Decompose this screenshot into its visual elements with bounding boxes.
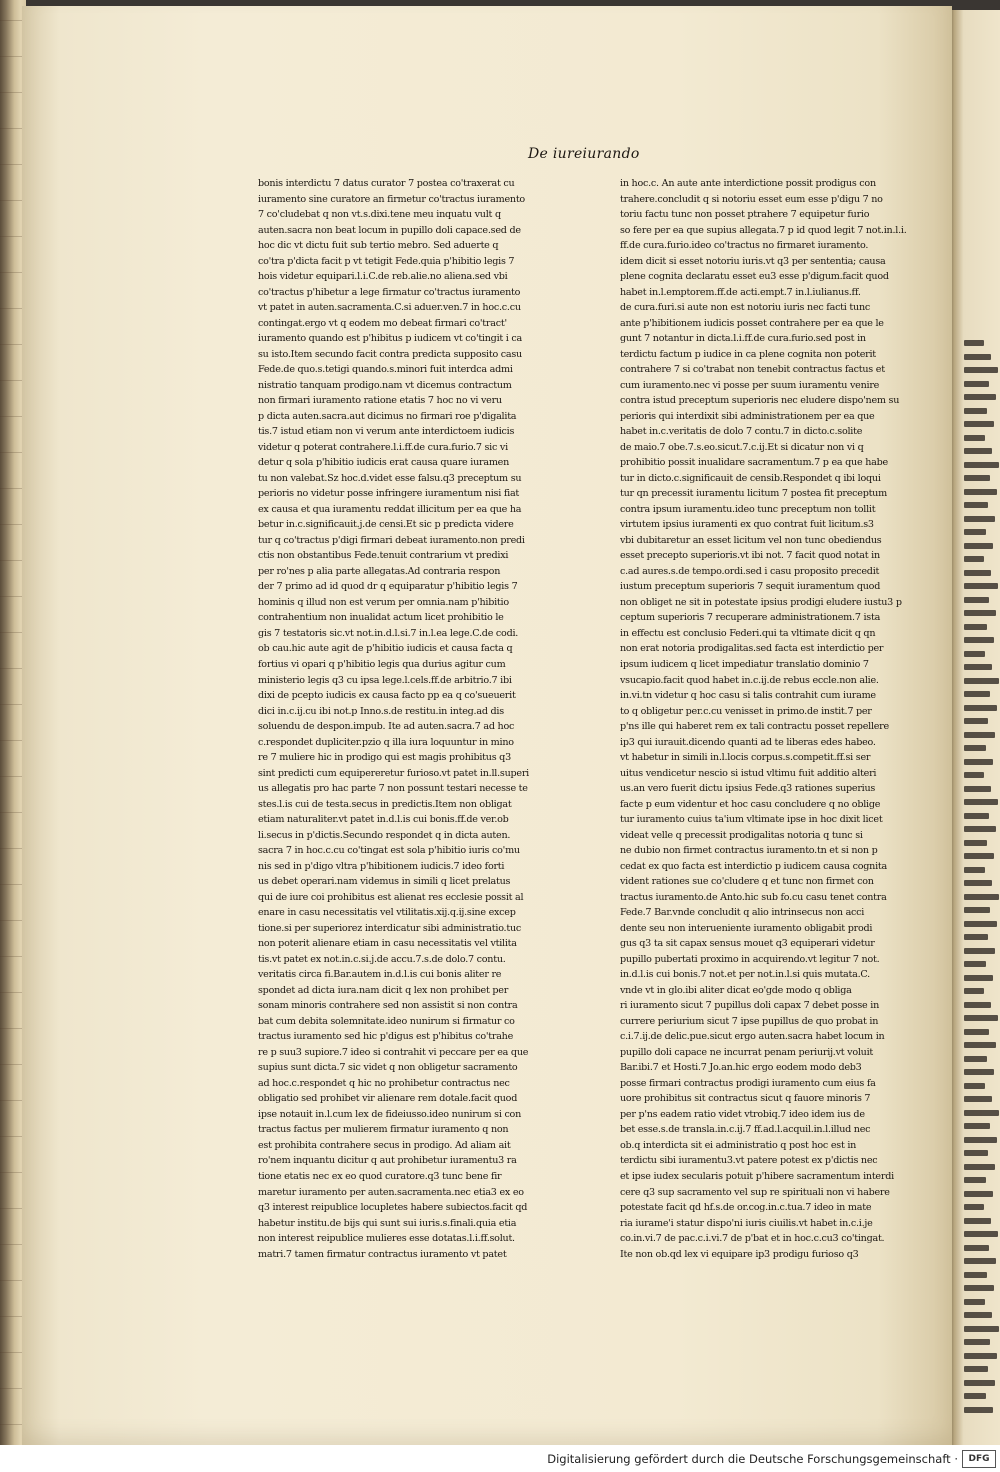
adjacent-page-text-fragment: [964, 1258, 996, 1264]
adjacent-page-text-fragment: [964, 1393, 986, 1399]
text-line: sacra 7 in hoc.c.cu co'tingat est sola p'hibitio iuris co'mu: [258, 845, 520, 857]
adjacent-page-text-fragment: [964, 1218, 991, 1224]
text-line: ne dubio non firmet contractus iuramento.tn et si non p: [620, 845, 878, 857]
adjacent-page-text-fragment: [964, 1042, 996, 1048]
adjacent-page-text-fragment: [964, 1285, 994, 1291]
adjacent-page-text-fragment: [964, 1177, 986, 1183]
text-line: iustum preceptum superioris 7 sequit iuramentum quod: [620, 581, 881, 593]
adjacent-page-text-fragment: [964, 813, 989, 819]
adjacent-page-text-fragment: [964, 853, 994, 859]
text-line: in.d.l.is cui bonis.7 not.et per not.in.l.si quis mutata.C.: [620, 969, 870, 981]
adjacent-page-text-fragment: [964, 1069, 994, 1075]
text-line: iuramento sine curatore an firmetur co'tractus iuramento: [258, 193, 525, 205]
text-line: in effectu est conclusio Federi.qui ta vltimate dicit q qn: [620, 627, 876, 639]
text-line: ipsum iudicem q licet impediatur translatio dominio 7: [620, 658, 869, 670]
adjacent-page-text-fragment: [964, 745, 986, 751]
adjacent-page-text-fragment: [964, 1150, 988, 1156]
adjacent-page-text-fragment: [964, 556, 984, 562]
adjacent-page-text-fragment: [964, 705, 997, 711]
adjacent-page-text-fragment: [964, 448, 992, 454]
adjacent-page-text-fragment: [964, 759, 993, 765]
adjacent-page-text-fragment: [964, 610, 996, 616]
adjacent-page-text-fragment: [964, 1339, 990, 1345]
text-line: trahere.concludit q si notoriu esset eum esse p'digu 7 no: [620, 193, 883, 205]
adjacent-page-text-fragment: [964, 1231, 998, 1237]
text-line: tione.si per superiorez interdicatur sibi administratio.tuc: [258, 922, 522, 934]
text-line: habet in.l.emptorem.ff.de acti.empt.7 in.l.iulianus.ff.: [620, 286, 861, 298]
text-line: non erat notoria prodigalitas.sed facta est interdictio per: [620, 643, 884, 655]
adjacent-page-text-fragment: [964, 1366, 988, 1372]
adjacent-page-text-fragment: [964, 1029, 989, 1035]
text-line: 7 co'cludebat q non vt.s.dixi.tene meu inquatu vult q: [258, 209, 501, 221]
adjacent-page-text-fragment: [964, 462, 999, 468]
text-line: facte p eum videntur et hoc casu concludere q no oblige: [620, 798, 881, 810]
text-line: potestate facit qd hf.s.de or.cog.in.c.tua.7 ideo in mate: [620, 1202, 872, 1214]
adjacent-page-text-fragment: [964, 948, 995, 954]
text-line: vt patet in auten.sacramenta.C.si aduer.ven.7 in hoc.c.cu: [258, 302, 521, 314]
text-line: li.secus in p'dictis.Secundo respondet q in dicta auten.: [258, 829, 511, 841]
text-line: so fere per ea que supius allegata.7 p id quod legit 7 not.in.l.i.: [620, 224, 907, 236]
text-line: tu non valebat.Sz hoc.d.videt esse falsu.q3 preceptum su: [258, 472, 522, 484]
adjacent-page-text-fragment: [964, 1326, 999, 1332]
text-line: us allegatis pro hac parte 7 non possunt testari necesse te: [258, 783, 528, 795]
text-line: posse firmari contractus prodigi iuramento cum eius fa: [620, 1077, 876, 1089]
text-line: plene cognita declaratu esset eu3 esse p'digum.facit quod: [620, 271, 889, 283]
text-line: iuramento quando est p'hibitus p iudicem vt co'tingit i ca: [258, 333, 523, 345]
adjacent-page-text-fragment: [964, 1353, 997, 1359]
adjacent-page-text-fragment: [964, 880, 992, 886]
adjacent-page-text-fragment: [964, 583, 998, 589]
text-line: vident rationes sue co'cludere q et tunc non firmet con: [620, 876, 874, 888]
text-line: hominis q illud non est verum per omnia.nam p'hibitio: [258, 596, 509, 608]
text-line: ob.q interdicta sit ei administratio q post hoc est in: [620, 1139, 857, 1151]
text-line: uore prohibitus sit contractus sicut q fauore minoris 7: [620, 1093, 871, 1105]
text-line: ff.de cura.furio.ideo co'tractus no firmaret iuramento.: [620, 240, 869, 252]
text-line: non firmari iuramento ratione etatis 7 hoc no vi veru: [258, 395, 502, 407]
text-line: currere periurium sicut 7 ipse pupillus de quo probat in: [620, 1015, 879, 1027]
text-line: etiam naturaliter.vt patet in.d.l.is cui bonis.ff.de ver.ob: [258, 814, 509, 826]
adjacent-page-text-fragment: [964, 1056, 987, 1062]
text-line: habetur institu.de bijs qui sunt sui iuris.s.finali.quia etia: [258, 1217, 517, 1229]
text-line: sonam minoris contrahere sed non assistit si non contra: [258, 1000, 518, 1012]
text-line: veritatis circa fi.Bar.autem in.d.l.is cui bonis aliter re: [258, 969, 502, 981]
adjacent-page-text-fragment: [964, 1123, 990, 1129]
adjacent-page-text-fragment: [964, 1299, 985, 1305]
text-line: matri.7 tamen firmatur contractus iuramento vt patet: [258, 1248, 507, 1260]
adjacent-page-text-fragment: [964, 1312, 992, 1318]
text-line: ip3 qui iurauit.dicendo quanti ad te liberas edes habeo.: [620, 736, 876, 748]
text-line: dixi de pcepto iudicis ex causa facto pp ea q co'sueuerit: [258, 690, 516, 702]
adjacent-page-text-fragment: [964, 1272, 987, 1278]
adjacent-page-text-fragment: [964, 894, 999, 900]
adjacent-page-text-fragment: [964, 381, 989, 387]
text-line: spondet ad dicta iura.nam dicit q lex non prohibet per: [258, 984, 509, 996]
text-line: to q obligetur per.c.cu venisset in primo.de instit.7 per: [620, 705, 872, 717]
text-line: tractus factus per mulierem firmatur iuramento q non: [258, 1124, 509, 1136]
text-line: c.respondet dupliciter.pzio q illa iura loquuntur in mino: [258, 736, 514, 748]
adjacent-page-text-fragment: [964, 840, 987, 846]
text-line: bet esse.s.de transla.in.c.ij.7 ff.ad.l.acquil.in.l.illud nec: [620, 1124, 871, 1136]
text-line: ctis non obstantibus Fede.tenuit contrarium vt predixi: [258, 550, 509, 562]
text-line: non obliget ne sit in potestate ipsius prodigi eludere iustu3 p: [620, 596, 902, 608]
adjacent-page-text-fragment: [964, 1002, 991, 1008]
adjacent-page-text-fragment: [964, 1015, 998, 1021]
digitization-credit: Digitalisierung gefördert durch die Deutsche Forschungsgemeinschaft ·: [547, 1452, 958, 1466]
text-line: soluendu de despon.impub. Ite ad auten.sacra.7 ad hoc: [258, 721, 515, 733]
adjacent-page-text-fragment: [964, 624, 987, 630]
text-line: esset precepto superioris.vt ibi not. 7 facit quod notat in: [620, 550, 880, 562]
text-line: videat velle q precessit prodigalitas notoria q tunc si: [620, 829, 863, 841]
text-line: de maio.7 obe.7.s.eo.sicut.7.c.ij.Et si dicatur non vi q: [620, 441, 864, 453]
text-line: tis.7 istud etiam non vi verum ante interdictoem iudicis: [258, 426, 515, 438]
adjacent-page-text-fragment: [964, 1245, 989, 1251]
text-line: ad hoc.c.respondet q hic no prohibetur contractus nec: [258, 1077, 510, 1089]
text-line: co.in.vi.7 de pac.c.i.vi.7 de p'bat et in hoc.c.cu3 co'tingat.: [620, 1233, 885, 1245]
text-line: per ro'nes p alia parte allegatas.Ad contraria respon: [258, 565, 501, 577]
text-line: tur in dicto.c.significauit de censib.Respondet q ibi loqui: [620, 472, 881, 484]
text-line: gus q3 ta sit capax sensus mouet q3 equiperari videtur: [620, 938, 875, 950]
adjacent-page-text-fragment: [964, 475, 990, 481]
adjacent-page-text-fragment: [964, 907, 990, 913]
adjacent-page-text-fragment: [964, 732, 995, 738]
text-line: betur in.c.significauit.j.de censi.Et sic p predicta videre: [258, 519, 514, 531]
adjacent-page-text-fragment: [964, 543, 993, 549]
adjacent-page-text-fragment: [964, 1137, 997, 1143]
text-line: in hoc.c. An aute ante interdictione possit prodigus con: [620, 178, 876, 189]
adjacent-page-text-fragment: [964, 786, 991, 792]
footer-bar: [0, 1445, 1000, 1472]
text-line: contingat.ergo vt q eodem mo debeat firmari co'tract': [258, 317, 507, 329]
adjacent-page-text-fragment: [964, 691, 990, 697]
text-line: co'tractus p'hibetur a lege firmatur co'tractus iuramento: [258, 286, 521, 298]
text-line: Bar.ibi.7 et Hosti.7 Jo.an.hic ergo eodem modo deb3: [620, 1062, 862, 1074]
text-line: bonis interdictu 7 datus curator 7 postea co'traxerat cu: [258, 178, 515, 189]
adjacent-page-text-fragment: [964, 664, 992, 670]
text-line: est prohibita contrahere secus in prodigo. Ad aliam ait: [258, 1139, 511, 1151]
text-line: tione etatis nec ex eo quod curatore.q3 tunc bene fir: [258, 1171, 502, 1182]
text-line: der 7 primo ad id quod dr q equiparatur p'hibitio legis 7: [258, 581, 518, 593]
text-line: contra ipsum iuramentu.ideo tunc preceptum non tollit: [620, 503, 876, 515]
text-line: co'tra p'dicta facit p vt tetigit Fede.quia p'hibitio legis 7: [258, 255, 515, 267]
text-line: uitus vendicetur nescio si istud vltimu fuit additio alteri: [620, 767, 877, 779]
text-line: virtutem ipsius iuramenti ex quo contrat fuit licitum.s3: [620, 519, 874, 531]
adjacent-page-text-fragment: [964, 718, 988, 724]
text-line: non poterit alienare etiam in casu necessitatis vel vtilita: [258, 938, 517, 950]
adjacent-page-edge: [948, 10, 1000, 1445]
text-line: et ipse iudex secularis potuit p'hibere sacramentum interdi: [620, 1171, 894, 1182]
text-line: enare in casu necessitatis vel vtilitatis.xij.q.ij.sine excep: [258, 907, 516, 919]
adjacent-page-text-fragment: [964, 934, 988, 940]
adjacent-page-text-fragment: [964, 597, 989, 603]
adjacent-page-text-fragment: [964, 1407, 993, 1413]
text-line: non interest reipublice mulieres esse dotatas.l.i.ff.solut.: [258, 1233, 515, 1245]
text-line: dente seu non interueniente iuramento obligabit prodi: [620, 922, 873, 934]
text-line: vnde vt in glo.ibi aliter dicat eo'gde modo q obliga: [620, 984, 852, 996]
text-line: terdictu sibi iuramentu3.vt patere potest ex p'dictis nec: [620, 1155, 878, 1167]
text-line: tis.vt patet ex not.in.c.si.j.de accu.7.s.de dolo.7 contu.: [258, 953, 506, 965]
text-column-left: [258, 176, 548, 1262]
text-line: contrahentium non inualidat actum licet prohibitio le: [258, 612, 504, 624]
adjacent-page-text-fragment: [964, 1204, 984, 1210]
adjacent-page-text-fragment: [964, 1096, 992, 1102]
text-line: videtur q poterat contrahere.l.i.ff.de cura.furio.7 sic vi: [258, 441, 508, 453]
adjacent-page-text-fragment: [964, 340, 984, 346]
text-line: c.ad aures.s.de tempo.ordi.sed i casu proposito precedit: [620, 565, 880, 577]
adjacent-page-text-fragment: [964, 637, 994, 643]
adjacent-page-text-fragment: [964, 826, 996, 832]
text-line: cedat ex quo facta est interdictio p iudicem causa cognita: [620, 860, 887, 872]
text-line: perioris no videtur posse infringere iuramentum nisi fiat: [258, 488, 520, 500]
adjacent-page-text-fragment: [964, 408, 987, 414]
adjacent-page-text-fragment: [964, 516, 995, 522]
adjacent-page-text-fragment: [964, 502, 988, 508]
text-line: nis sed in p'digo vltra p'hibitionem iudicis.7 ideo forti: [258, 860, 505, 872]
text-line: per p'ns eadem ratio videt vtrobiq.7 ideo idem ius de: [620, 1108, 865, 1120]
text-line: tractus iuramento.de Anto.hic sub fo.cu casu tenet contra: [620, 891, 887, 903]
text-line: supius sunt dicta.7 sic videt q non obligetur sacramento: [258, 1062, 518, 1074]
text-line: detur q sola p'hibitio iudicis erat causa quare iuramen: [258, 457, 510, 469]
text-line: nistratio tanquam prodigo.nam vt dicemus contractum: [258, 379, 512, 391]
text-line: c.i.7.ij.de delic.pue.sicut ergo auten.sacra habet locum in: [620, 1031, 885, 1043]
text-line: in.vi.tn videtur q hoc casu si talis contrahit cum iurame: [620, 690, 876, 702]
running-head: De iureiurando: [528, 146, 640, 162]
text-column-right: [620, 176, 912, 1262]
text-line: stes.l.is cui de testa.secus in predictis.Item non obligat: [258, 798, 512, 810]
text-line: terdictu factum p iudice in ca plene cognita non poterit: [620, 348, 876, 360]
adjacent-page-text-fragment: [964, 421, 994, 427]
adjacent-page-text-fragment: [964, 1164, 995, 1170]
text-line: tur q co'tractus p'digi firmari debeat iuramento.non predi: [258, 534, 525, 546]
adjacent-page-text-fragment: [964, 1191, 993, 1197]
text-line: toriu factu tunc non posset ptrahere 7 equipetur furio: [620, 209, 870, 221]
text-line: gis 7 testatoris sic.vt not.in.d.l.si.7 in.l.ea lege.C.de codi.: [258, 627, 519, 639]
text-line: hois videtur equipari.l.i.C.de reb.alie.no aliena.sed vbi: [258, 271, 508, 283]
text-line: su isto.Item secundo facit contra predicta supposito casu: [258, 348, 522, 360]
text-line: fortius vi opari q p'hibitio legis qua durius agitur cum: [258, 658, 506, 670]
adjacent-page-text-fragment: [964, 1110, 999, 1116]
adjacent-page-text-fragment: [964, 354, 991, 360]
text-line: prohibitio possit inualidare sacramentum.7 p ea que habe: [620, 457, 888, 469]
text-line: pupillo doli capace ne incurrat penam periurij.vt voluit: [620, 1046, 874, 1058]
text-line: p'ns ille qui haberet rem ex tali contractu posset repellere: [620, 721, 889, 733]
text-line: gunt 7 notantur in dicta.l.i.ff.de cura.furio.sed post in: [620, 333, 866, 345]
adjacent-page-text-fragment: [964, 678, 999, 684]
text-line: sint predicti cum equipereretur furioso.vt patet in.ll.superi: [258, 767, 529, 779]
text-line: re p suu3 supiore.7 ideo si contrahit vi peccare per ea que: [258, 1046, 529, 1058]
text-line: obligatio sed prohibet vir alienare rem dotale.facit quod: [258, 1093, 518, 1105]
text-line: ro'nem inquantu dicitur q aut prohibetur iuramentu3 ra: [258, 1155, 517, 1167]
text-line: hoc dic vt dictu fuit sub tertio mebro. Sed aduerte q: [258, 240, 499, 252]
text-line: vbi dubitaretur an esset licitum vel non tunc obediendus: [620, 534, 882, 546]
adjacent-page-text-fragment: [964, 1083, 985, 1089]
text-line: ri iuramento sicut 7 pupillus doli capax 7 debet posse in: [620, 1000, 880, 1012]
text-line: us debet operari.nam videmus in simili q licet prelatus: [258, 876, 511, 888]
adjacent-page-text-fragment: [964, 394, 996, 400]
text-line: vsucapio.facit quod habet in.c.ij.de rebus eccle.non alie.: [620, 674, 879, 686]
text-line: maretur iuramento per auten.sacramenta.nec etia3 ex eo: [258, 1186, 524, 1198]
adjacent-page-text-fragment: [964, 489, 997, 495]
text-line: ceptum superioris 7 recuperare administrationem.7 ista: [620, 612, 881, 624]
text-line: perioris qui interdixit sibi administrationem per ea que: [620, 410, 875, 422]
text-line: pupillo pubertati proximo in acquirendo.vt legitur 7 not.: [620, 953, 880, 965]
text-line: tur qn precessit iuramentu licitum 7 postea fit preceptum: [620, 488, 887, 500]
adjacent-page-text-fragment: [964, 772, 984, 778]
text-line: contra istud preceptum superioris nec eludere dispo'nem su: [620, 395, 900, 407]
adjacent-page-text-fragment: [964, 435, 985, 441]
adjacent-page-text-fragment: [964, 367, 998, 373]
text-line: ipse notauit in.l.cum lex de fideiusso.ideo nunirum si con: [258, 1108, 522, 1120]
text-line: ob cau.hic aute agit de p'hibitio iudicis et causa facta q: [258, 643, 513, 655]
text-line: ministerio legis q3 cu ipsa lege.l.cels.ff.de arbitrio.7 ibi: [258, 674, 512, 686]
adjacent-page-text-fragment: [964, 570, 991, 576]
text-line: re 7 muliere hic in prodigo qui est magis prohibitus q3: [258, 752, 511, 764]
adjacent-page-text-fragment: [964, 529, 986, 535]
text-line: ante p'hibitionem iudicis posset contrahere per ea que le: [620, 317, 884, 329]
text-line: ria iurame'i statur dispo'ni iuris ciuilis.vt habet in.c.i.je: [620, 1217, 873, 1229]
text-line: Ite non ob.qd lex vi equipare ip3 prodigu furioso q3: [620, 1248, 859, 1260]
text-line: ex causa et qua iuramentu reddat illicitum per ea que ha: [258, 503, 522, 515]
text-line: tur iuramento cuius ta'ium vltimate ipse in hoc dixit licet: [620, 814, 883, 826]
text-line: tractus iuramento sed hic p'digus est p'hibitus co'trahe: [258, 1031, 514, 1043]
adjacent-page-text-fragment: [964, 1380, 995, 1386]
text-line: habet in.c.veritatis de dolo 7 contu.7 in dicto.c.solite: [620, 426, 863, 438]
text-line: Fede.7 Bar.vnde concludit q alio intrinsecus non acci: [620, 907, 865, 919]
text-line: contrahere 7 si co'trabat non tenebit contractus factus et: [620, 364, 885, 376]
text-line: vt habetur in simili in.l.locis corpus.s.competit.ff.si ser: [620, 752, 871, 764]
text-line: Fede.de quo.s.tetigi quando.s.minori fuit interdca admi: [258, 364, 513, 376]
text-line: cere q3 sup sacramento vel sup re spirituali non vi habere: [620, 1186, 890, 1198]
adjacent-page-text-fragment: [964, 961, 986, 967]
adjacent-page-text-fragment: [964, 651, 985, 657]
adjacent-page-text-fragment: [964, 988, 984, 994]
text-line: dici in.c.ij.cu ibi not.p Inno.s.de restitu.in integ.ad dis: [258, 705, 504, 717]
dfg-logo: DFG: [962, 1450, 996, 1468]
text-line: q3 interest reipublice locupletes habere subiectos.facit qd: [258, 1202, 528, 1214]
text-line: bat cum debita solemnitate.ideo nunirum si firmatur co: [258, 1015, 515, 1027]
adjacent-page-text-fragment: [964, 921, 997, 927]
adjacent-page-text-fragment: [964, 867, 985, 873]
text-line: de cura.furi.si aute non est notoriu iuris nec facti tunc: [620, 302, 870, 314]
text-line: us.an vero fuerit dictu ipsius Fede.q3 rationes superius: [620, 783, 876, 795]
adjacent-page-text-fragment: [964, 975, 993, 981]
text-line: auten.sacra non beat locum in pupillo doli capace.sed de: [258, 224, 521, 236]
text-line: cum iuramento.nec vi posse per suum iuramentu venire: [620, 379, 880, 391]
text-line: qui de iure coi prohibitus est alienat res ecclesie possit al: [258, 891, 524, 903]
text-line: idem dicit si esset notoriu iuris.vt q3 per sententia; causa: [620, 255, 886, 267]
adjacent-page-text-fragment: [964, 799, 998, 805]
text-line: p dicta auten.sacra.aut dicimus no firmari roe p'digalita: [258, 410, 517, 422]
